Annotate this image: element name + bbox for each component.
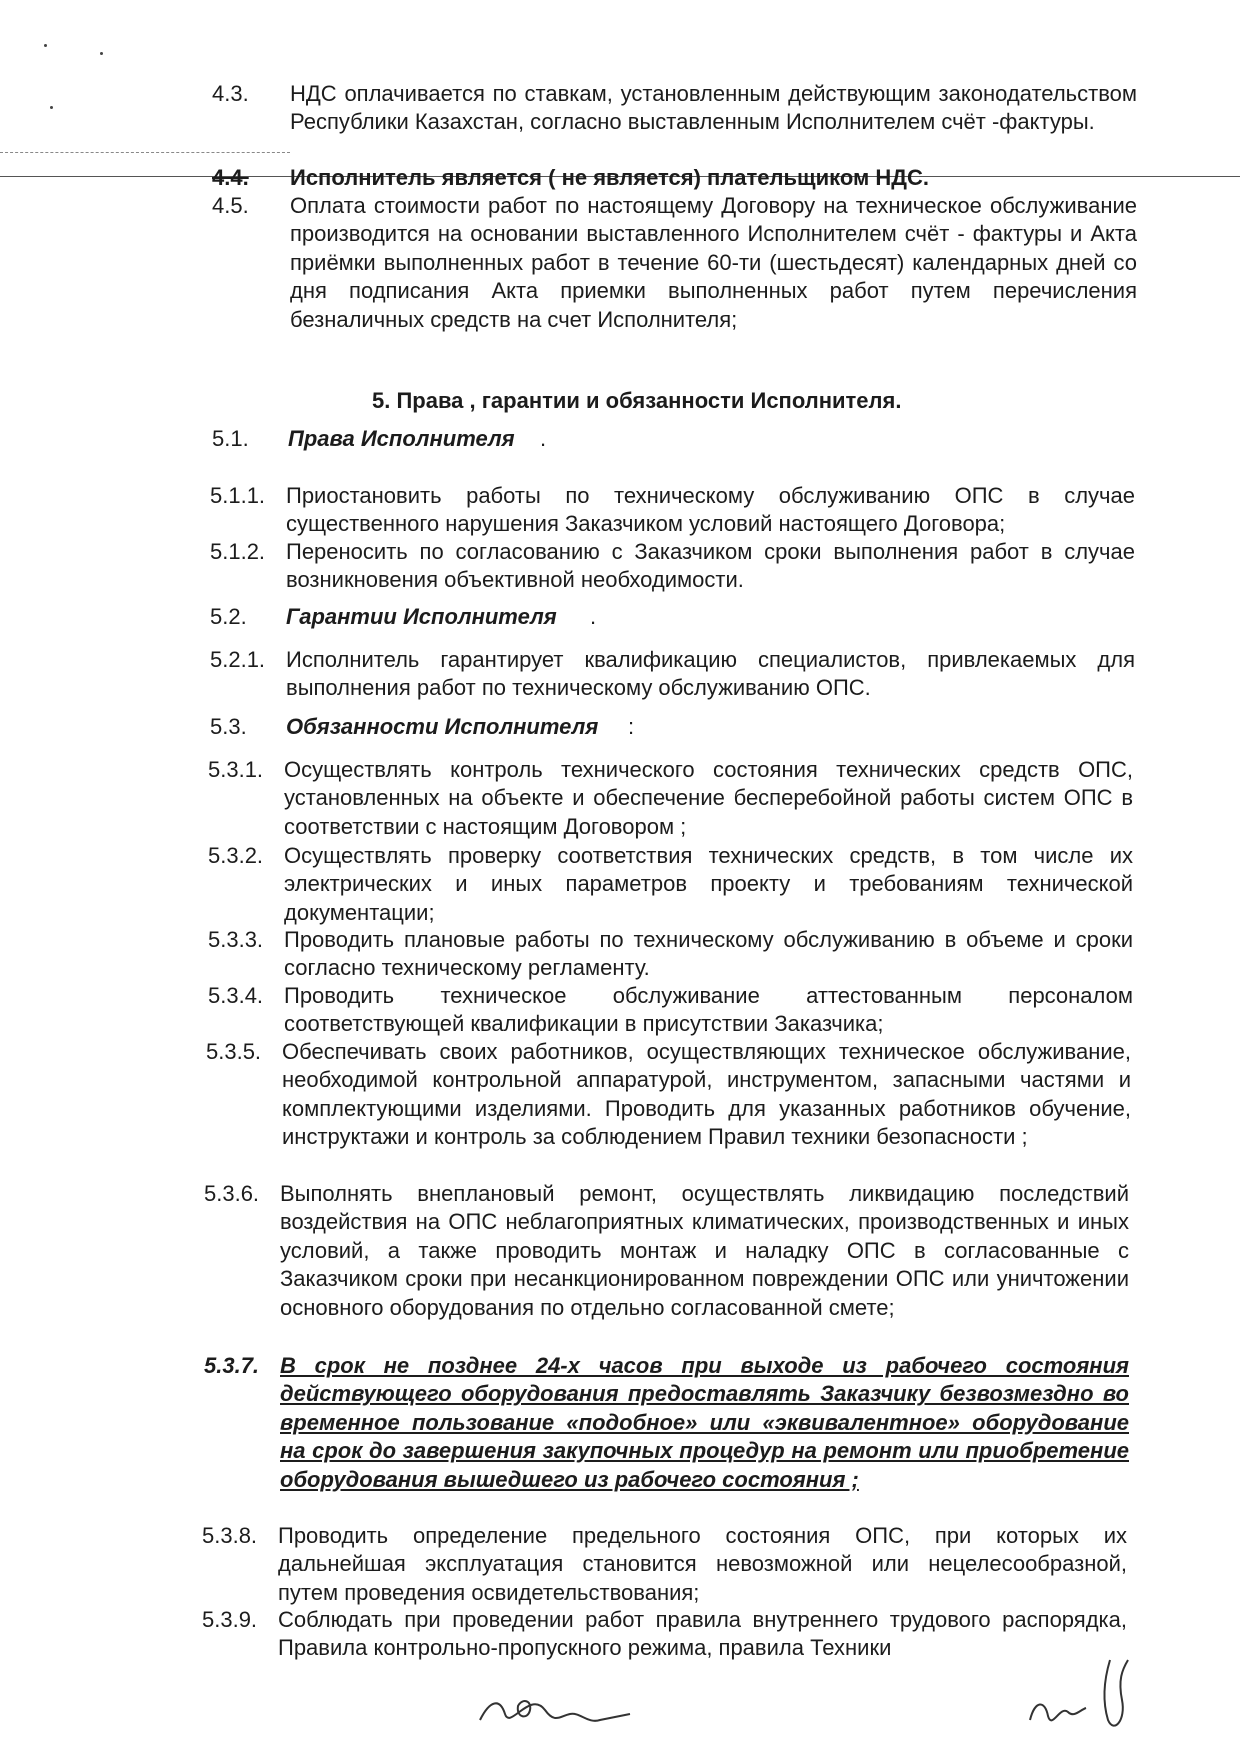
clause-text: Проводить плановые работы по техническому обслуживанию в объеме и сроки согласно техническому регламенту. <box>284 927 1133 981</box>
clause-5-1-2 <box>210 538 1135 595</box>
clause-4-4 <box>212 164 1137 192</box>
clause-number: 5.2.1. <box>210 647 266 672</box>
clause-text: Приостановить работы по техническому обслуживанию ОПС в случае существенного нарушения Заказчиком условий настоящего Договора; <box>286 483 1135 537</box>
clause-number: 4.4. <box>212 165 249 190</box>
clause-5-3-7 <box>204 1352 1129 1494</box>
subsection-title-end: . <box>590 604 597 629</box>
subsection-title-end: : <box>628 714 635 739</box>
subsection-number: 5.2. <box>210 604 247 629</box>
clause-number: 5.3.8. <box>202 1523 258 1548</box>
clause-text: Переносить по согласованию с Заказчиком сроки выполнения работ в случае возникновения объективной необходимости. <box>286 539 1135 593</box>
subsection-title: Права Исполнителя <box>288 426 515 451</box>
clause-number: 5.3.4. <box>208 983 264 1008</box>
clause-4-3 <box>212 80 1137 137</box>
signature-initials-right <box>1010 1650 1150 1740</box>
clause-text: Соблюдать при проведении работ правила внутреннего трудового распорядка, Правила контрольно-пропускного режима, правила Техники <box>278 1607 1127 1661</box>
subsection-title-end: . <box>540 426 547 451</box>
clause-text: Оплата стоимости работ по настоящему Договору на техническое обслуживание производится на основании выставленного Исполнителем счёт - фактуры и Акта приёмки выполненных работ в течение 60-ти (шестьдесят) календарных дней со дня подписания Акта приемки выполненных работ путем перечисления безналичных средств на счет Исполнителя; <box>290 193 1137 332</box>
clause-5-3-6 <box>204 1180 1129 1322</box>
scan-speck <box>50 106 53 109</box>
clause-number: 4.3. <box>212 81 249 106</box>
subsection-5-3 <box>210 714 599 740</box>
clause-5-3-1 <box>208 756 1133 841</box>
clause-text: Проводить техническое обслуживание аттестованным персоналом соответствующей квалификации в присутствии Заказчика; <box>284 983 1133 1037</box>
clause-text: Обеспечивать своих работников, осуществляющих техническое обслуживание, необходимой контрольной аппаратурой, инструментом, запасными частями и комплектующими изделиями. Проводить для указанных работников обучение, инструктажи и контроль за соблюдением Правил техники безопасности ; <box>282 1039 1131 1150</box>
clause-text: Исполнитель является ( не является) плательщиком НДС. <box>290 165 929 190</box>
signature-initials-left <box>470 1680 670 1740</box>
clause-5-3-8 <box>202 1522 1127 1607</box>
clause-number: 5.3.1. <box>208 757 264 782</box>
scan-rule <box>0 152 290 153</box>
subsection-title: Гарантии Исполнителя <box>286 604 557 629</box>
clause-4-5 <box>212 192 1137 334</box>
clause-text: Выполнять внеплановый ремонт, осуществлять ликвидацию последствий воздействия на ОПС неблагоприятных климатических, производственных и иных условий, а также проводить монтаж и наладку ОПС в согласованные с Заказчиком сроки при несанкционированном повреждении ОПС или уничтожении основного оборудования по отдельно согласованной смете; <box>280 1181 1129 1320</box>
clause-number: 4.5. <box>212 193 249 218</box>
clause-text: Проводить определение предельного состояния ОПС, при которых их дальнейшая эксплуатация становится невозможной или нецелесообразной, путем проведения освидетельствования; <box>278 1523 1127 1605</box>
clause-5-3-2 <box>208 842 1133 927</box>
subsection-5-1 <box>212 426 515 452</box>
clause-number: 5.3.2. <box>208 843 264 868</box>
clause-text: В срок не позднее 24-х часов при выходе из рабочего состояния действующего оборудования предоставлять Заказчику безвозмездно во временное пользование «подобное» или «эквивалентное» оборудование на срок до завершения закупочных процедур на ремонт или приобретение оборудования вышедшего из рабочего состояния ; <box>280 1353 1129 1492</box>
subsection-5-2 <box>210 604 557 630</box>
clause-text: Осуществлять контроль технического состояния технических средств ОПС, установленных на объекте и обеспечение бесперебойной работы систем ОПС в соответствии с настоящим Договором ; <box>284 757 1133 839</box>
clause-number: 5.1.2. <box>210 539 266 564</box>
clause-5-3-3 <box>208 926 1133 983</box>
clause-5-3-5 <box>206 1038 1131 1152</box>
clause-5-1-1 <box>210 482 1135 539</box>
subsection-title: Обязанности Исполнителя <box>286 714 599 739</box>
clause-number: 5.3.3. <box>208 927 264 952</box>
scan-speck <box>44 44 47 47</box>
clause-text: Исполнитель гарантирует квалификацию специалистов, привлекаемых для выполнения работ по техническому обслуживанию ОПС. <box>286 647 1135 701</box>
clause-5-2-1 <box>210 646 1135 703</box>
clause-number: 5.3.7. <box>204 1353 260 1378</box>
clause-number: 5.3.9. <box>202 1607 258 1632</box>
clause-number: 5.3.6. <box>204 1181 260 1206</box>
subsection-number: 5.1. <box>212 426 249 451</box>
clause-text: Осуществлять проверку соответствия технических средств, в том числе их электрических и иных параметров проекту и требованиям технической документации; <box>284 843 1133 925</box>
clause-5-3-4 <box>208 982 1133 1039</box>
clause-5-3-9 <box>202 1606 1127 1663</box>
clause-text: НДС оплачивается по ставкам, установленным действующим законодательством Республики Казахстан, согласно выставленным Исполнителем счёт -фактуры. <box>290 81 1137 135</box>
clause-number: 5.3.5. <box>206 1039 262 1064</box>
scan-speck <box>100 52 103 55</box>
clause-number: 5.1.1. <box>210 483 266 508</box>
subsection-number: 5.3. <box>210 714 247 739</box>
section-5-title: 5. Права , гарантии и обязанности Исполнителя. <box>372 388 902 413</box>
